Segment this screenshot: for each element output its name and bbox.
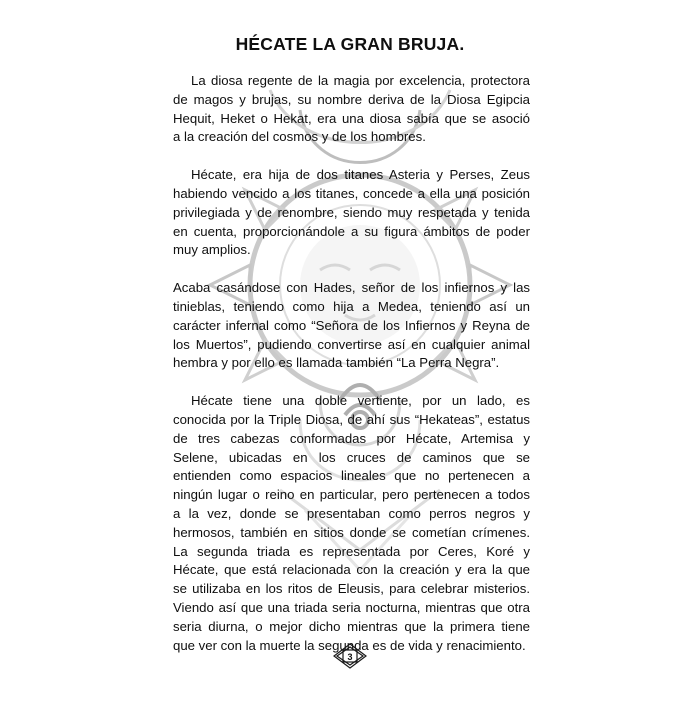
text-line: hermosos, también en sitios donde se cometían crímenes. — [173, 524, 530, 540]
page-number: 3 — [347, 652, 353, 662]
text-line: tinieblas, teniendo como hija a Medea, teniendo así un — [173, 298, 530, 314]
text-line: conocida por la Triple Diosa, de ahí sus “Hekateas”, estatus — [173, 411, 530, 427]
text-line: muy amplios. — [173, 242, 251, 258]
text-line: de tres cabezas conformadas por Hécate, Artemisa y — [173, 430, 530, 446]
text-line: Acaba casándose con Hades, señor de los infiernos y las — [173, 280, 530, 296]
text-line: La segunda triada es representada por Ceres, Koré y — [173, 543, 530, 559]
text-line: a la creación del cosmos y de los hombres. — [173, 129, 426, 145]
text-line: hembra y por ello es llamada también “La Perra Negra”. — [173, 355, 500, 371]
text-line: seria diurna, o mejor dicho mientras que la primera tiene — [173, 618, 530, 634]
text-line: entienden como espacios lineales que no pertenecen a — [173, 468, 530, 484]
text-line: Hécate, era hija de dos titanes Asteria y Perses, Zeus — [191, 167, 530, 183]
text-line: Hécate, que está relacionada con la creación y era la que — [173, 562, 530, 578]
text-line: La diosa regente de la magia por excelencia, protectora — [191, 73, 530, 88]
text-line: que ver con la muerte la segunda es de vida y renacimiento. — [173, 637, 526, 653]
text-line: Viendo así que una triada seria nocturna, mientras que otra — [173, 599, 530, 615]
text-line: habiendo vencido a los titanes, concede a ella una posición — [173, 185, 530, 201]
paragraph — [173, 279, 530, 373]
body-text — [173, 72, 530, 674]
page-title: HÉCATE LA GRAN BRUJA. — [235, 34, 465, 54]
text-line: de magos y brujas, su nombre deriva de la Diosa Egipcia — [173, 91, 530, 107]
text-line: ningún lugar o reino en particular, pero pertenecen a todos — [173, 487, 530, 503]
text-line: en cuenta, proporcionándole a su figura ámbitos de poder — [173, 223, 530, 239]
text-line: Hécate tiene una doble vertiente, por un lado, es — [191, 393, 530, 409]
paragraph — [173, 72, 530, 147]
text-line: los Muertos”, pudiendo convertirse así en cualquier animal — [173, 336, 530, 352]
text-line: carácter infernal como “Señora de los Infiernos y Reyna de — [173, 317, 530, 333]
text-line: a la vez, donde se presentaban como perros negros y — [173, 505, 530, 521]
page-number-badge — [333, 643, 367, 669]
text-line: se utilizaba en los ritos de Eleusis, para celebrar misterios. — [173, 581, 530, 597]
text-line: privilegiada y de renombre, siendo muy respetada y tenida — [173, 204, 530, 220]
text-line: Hequit, Heket o Hekat, era una diosa sabía que se asoció — [173, 110, 530, 126]
paragraph — [173, 392, 530, 655]
text-line: Selene, ubicadas en los cruces de caminos que se — [173, 449, 530, 465]
paragraph — [173, 166, 530, 260]
